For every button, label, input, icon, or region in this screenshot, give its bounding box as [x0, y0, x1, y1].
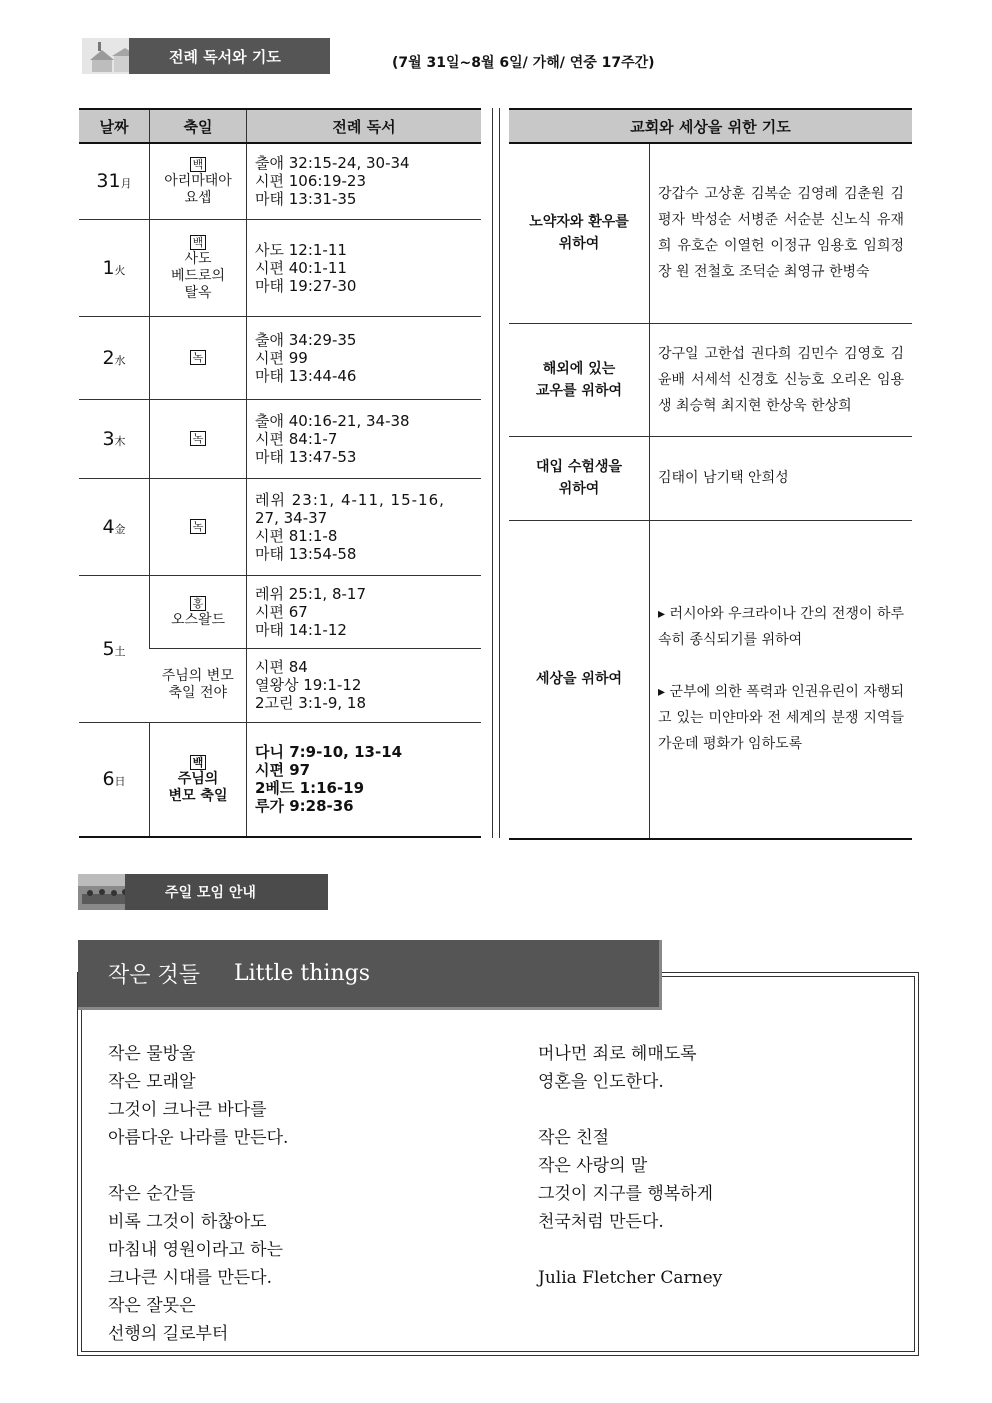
date-cell: 5土: [79, 575, 150, 722]
poem-line: 아름다운 나라를 만든다.: [108, 1128, 289, 1148]
church-icon: [82, 38, 129, 74]
prayer-category: 해외에 있는 교우를 위하여: [509, 323, 650, 436]
col-feast: 축일: [150, 109, 247, 143]
feast-cell: 주님의 변모 축일 전야: [150, 648, 247, 722]
readings-cell: 사도 12:1-11 시편 40:1-11 마태 19:27-30: [247, 219, 482, 316]
poem-line: 천국처럼 만든다.: [538, 1212, 664, 1232]
readings-cell: 출애 32:15-24, 30-34 시편 106:19-23 마태 13:31-35: [247, 143, 482, 219]
feast-cell: 홍 오스왈드: [150, 575, 247, 648]
readings-cell: 시편 84 열왕상 19:1-12 2고린 3:1-9, 18: [247, 648, 482, 722]
poem-line: 크나큰 시대를 만든다.: [108, 1268, 273, 1288]
poem-right-column: [538, 1040, 722, 1292]
liturgical-color-badge: 홍: [190, 596, 207, 611]
liturgy-section-banner: [82, 38, 330, 74]
prayer-category: 노약자와 환우를 위하여: [509, 143, 650, 323]
poem-title-ko: 작은 것들: [108, 963, 201, 988]
readings-cell: 레위 25:1, 8-17 시편 67 마태 14:1-12: [247, 575, 482, 648]
feast-cell: 백 주님의 변모 축일: [150, 722, 247, 837]
feast-cell: 백 사도 베드로의 탈옥: [150, 219, 247, 316]
col-readings: 전례 독서: [247, 109, 482, 143]
date-range: (7월 31일~8월 6일/ 가해/ 연중 17주간): [392, 55, 655, 71]
section-title: 주일 모임 안내: [125, 874, 328, 910]
table-row: [509, 520, 912, 839]
prayer-names: 강갑수 고상훈 김복순 김영례 김춘원 김평자 박성순 서병준 서순분 신노식 유재희 유호순 이열헌 이정규 임용호 임희정 장 원 전철호 조덕순 최영규 한병숙: [650, 143, 913, 323]
prayer-names: 김태이 남기택 안희성: [650, 436, 913, 520]
poem-line: 작은 모래알: [108, 1072, 196, 1092]
poem-left-column: [108, 1040, 288, 1348]
poem-line: 작은 사랑의 말: [538, 1156, 648, 1176]
poem-author: Julia Fletcher Carney: [538, 1268, 723, 1288]
poem-line: 작은 친절: [538, 1128, 610, 1148]
table-row: [509, 323, 912, 436]
readings-table: [79, 108, 481, 838]
feast-cell: [150, 399, 247, 478]
table-row: [79, 722, 481, 837]
meeting-photo-icon: [78, 874, 125, 910]
table-row: [79, 478, 481, 575]
intention-item: ▸ 군부에 의한 폭력과 인권유린이 자행되고 있는 미얀마와 전 세계의 분쟁 지역들 가운데 평화가 임하도록: [658, 684, 904, 753]
prayer-names: 강구일 고한섭 권다희 김민수 김영호 김윤배 서세석 신경호 신능호 오리온 임용생 최승혁 최지현 한상욱 한상희: [650, 323, 913, 436]
table-row: [79, 316, 481, 399]
feast-cell: [150, 316, 247, 399]
poem-line: 영혼을 인도한다.: [538, 1072, 664, 1092]
meeting-section-banner: [78, 874, 328, 910]
date-cell: 3木: [79, 399, 150, 478]
liturgical-color-badge: 백: [190, 235, 207, 250]
readings-cell: 출애 34:29-35 시편 99 마태 13:44-46: [247, 316, 482, 399]
col-date: 날짜: [79, 109, 150, 143]
date-cell: 4金: [79, 478, 150, 575]
readings-cell: 출애 40:16-21, 34-38 시편 84:1-7 마태 13:47-53: [247, 399, 482, 478]
table-row: [79, 219, 481, 316]
prayer-intentions: [650, 520, 913, 839]
intention-item: ▸ 러시아와 우크라이나 간의 전쟁이 하루 속히 종식되기를 위하여: [658, 606, 904, 649]
readings-cell: 레위 23:1, 4-11, 15-16, 27, 34-37 시편 81:1-8 마태 13:54-58: [247, 478, 482, 575]
date-cell: 31月: [79, 143, 150, 219]
table-row: [509, 143, 912, 323]
poem-line: [108, 1152, 288, 1180]
poem-line: 비록 그것이 하찮아도: [108, 1212, 267, 1232]
column-divider: [492, 108, 500, 838]
prayer-category: 세상을 위하여: [509, 520, 650, 839]
date-cell: 1火: [79, 219, 150, 316]
poem-line: 그것이 지구를 행복하게: [538, 1184, 714, 1204]
readings-cell: 다니 7:9-10, 13-14 시편 97 2베드 1:16-19 루가 9:28-36: [247, 722, 482, 837]
liturgical-color-badge: 녹: [190, 350, 207, 365]
poem-title: [78, 940, 662, 1010]
liturgical-color-badge: 백: [190, 157, 207, 172]
poem-line: [538, 1236, 722, 1264]
date-cell: 2水: [79, 316, 150, 399]
feast-cell: [150, 478, 247, 575]
poem-line: 작은 순간들: [108, 1184, 196, 1204]
prayer-table: [509, 108, 912, 840]
liturgical-color-badge: 백: [190, 755, 207, 770]
poem-line: 작은 잘못은: [108, 1296, 196, 1316]
poem-line: 그것이 크나큰 바다를: [108, 1100, 267, 1120]
meeting-thumbnail: [78, 874, 125, 910]
table-row: [79, 143, 481, 219]
table-row: [79, 575, 481, 648]
table-row: [509, 436, 912, 520]
prayer-category: 대입 수험생을 위하여: [509, 436, 650, 520]
feast-cell: 백 아리마태아 요셉: [150, 143, 247, 219]
liturgical-color-badge: 녹: [190, 431, 207, 446]
church-thumbnail: [82, 38, 129, 74]
poem-line: 작은 물방울: [108, 1044, 196, 1064]
poem-line: 마침내 영원이라고 하는: [108, 1240, 284, 1260]
date-cell: 6日: [79, 722, 150, 837]
poem-title-en: Little things: [234, 961, 370, 986]
poem-line: [538, 1096, 722, 1124]
table-row: [79, 399, 481, 478]
section-title: 전례 독서와 기도: [129, 38, 330, 74]
prayer-heading: 교회와 세상을 위한 기도: [509, 109, 912, 143]
poem-line: 선행의 길로부터: [108, 1324, 229, 1344]
liturgical-color-badge: 녹: [190, 519, 207, 534]
poem-line: 머나먼 죄로 헤매도록: [538, 1044, 697, 1064]
